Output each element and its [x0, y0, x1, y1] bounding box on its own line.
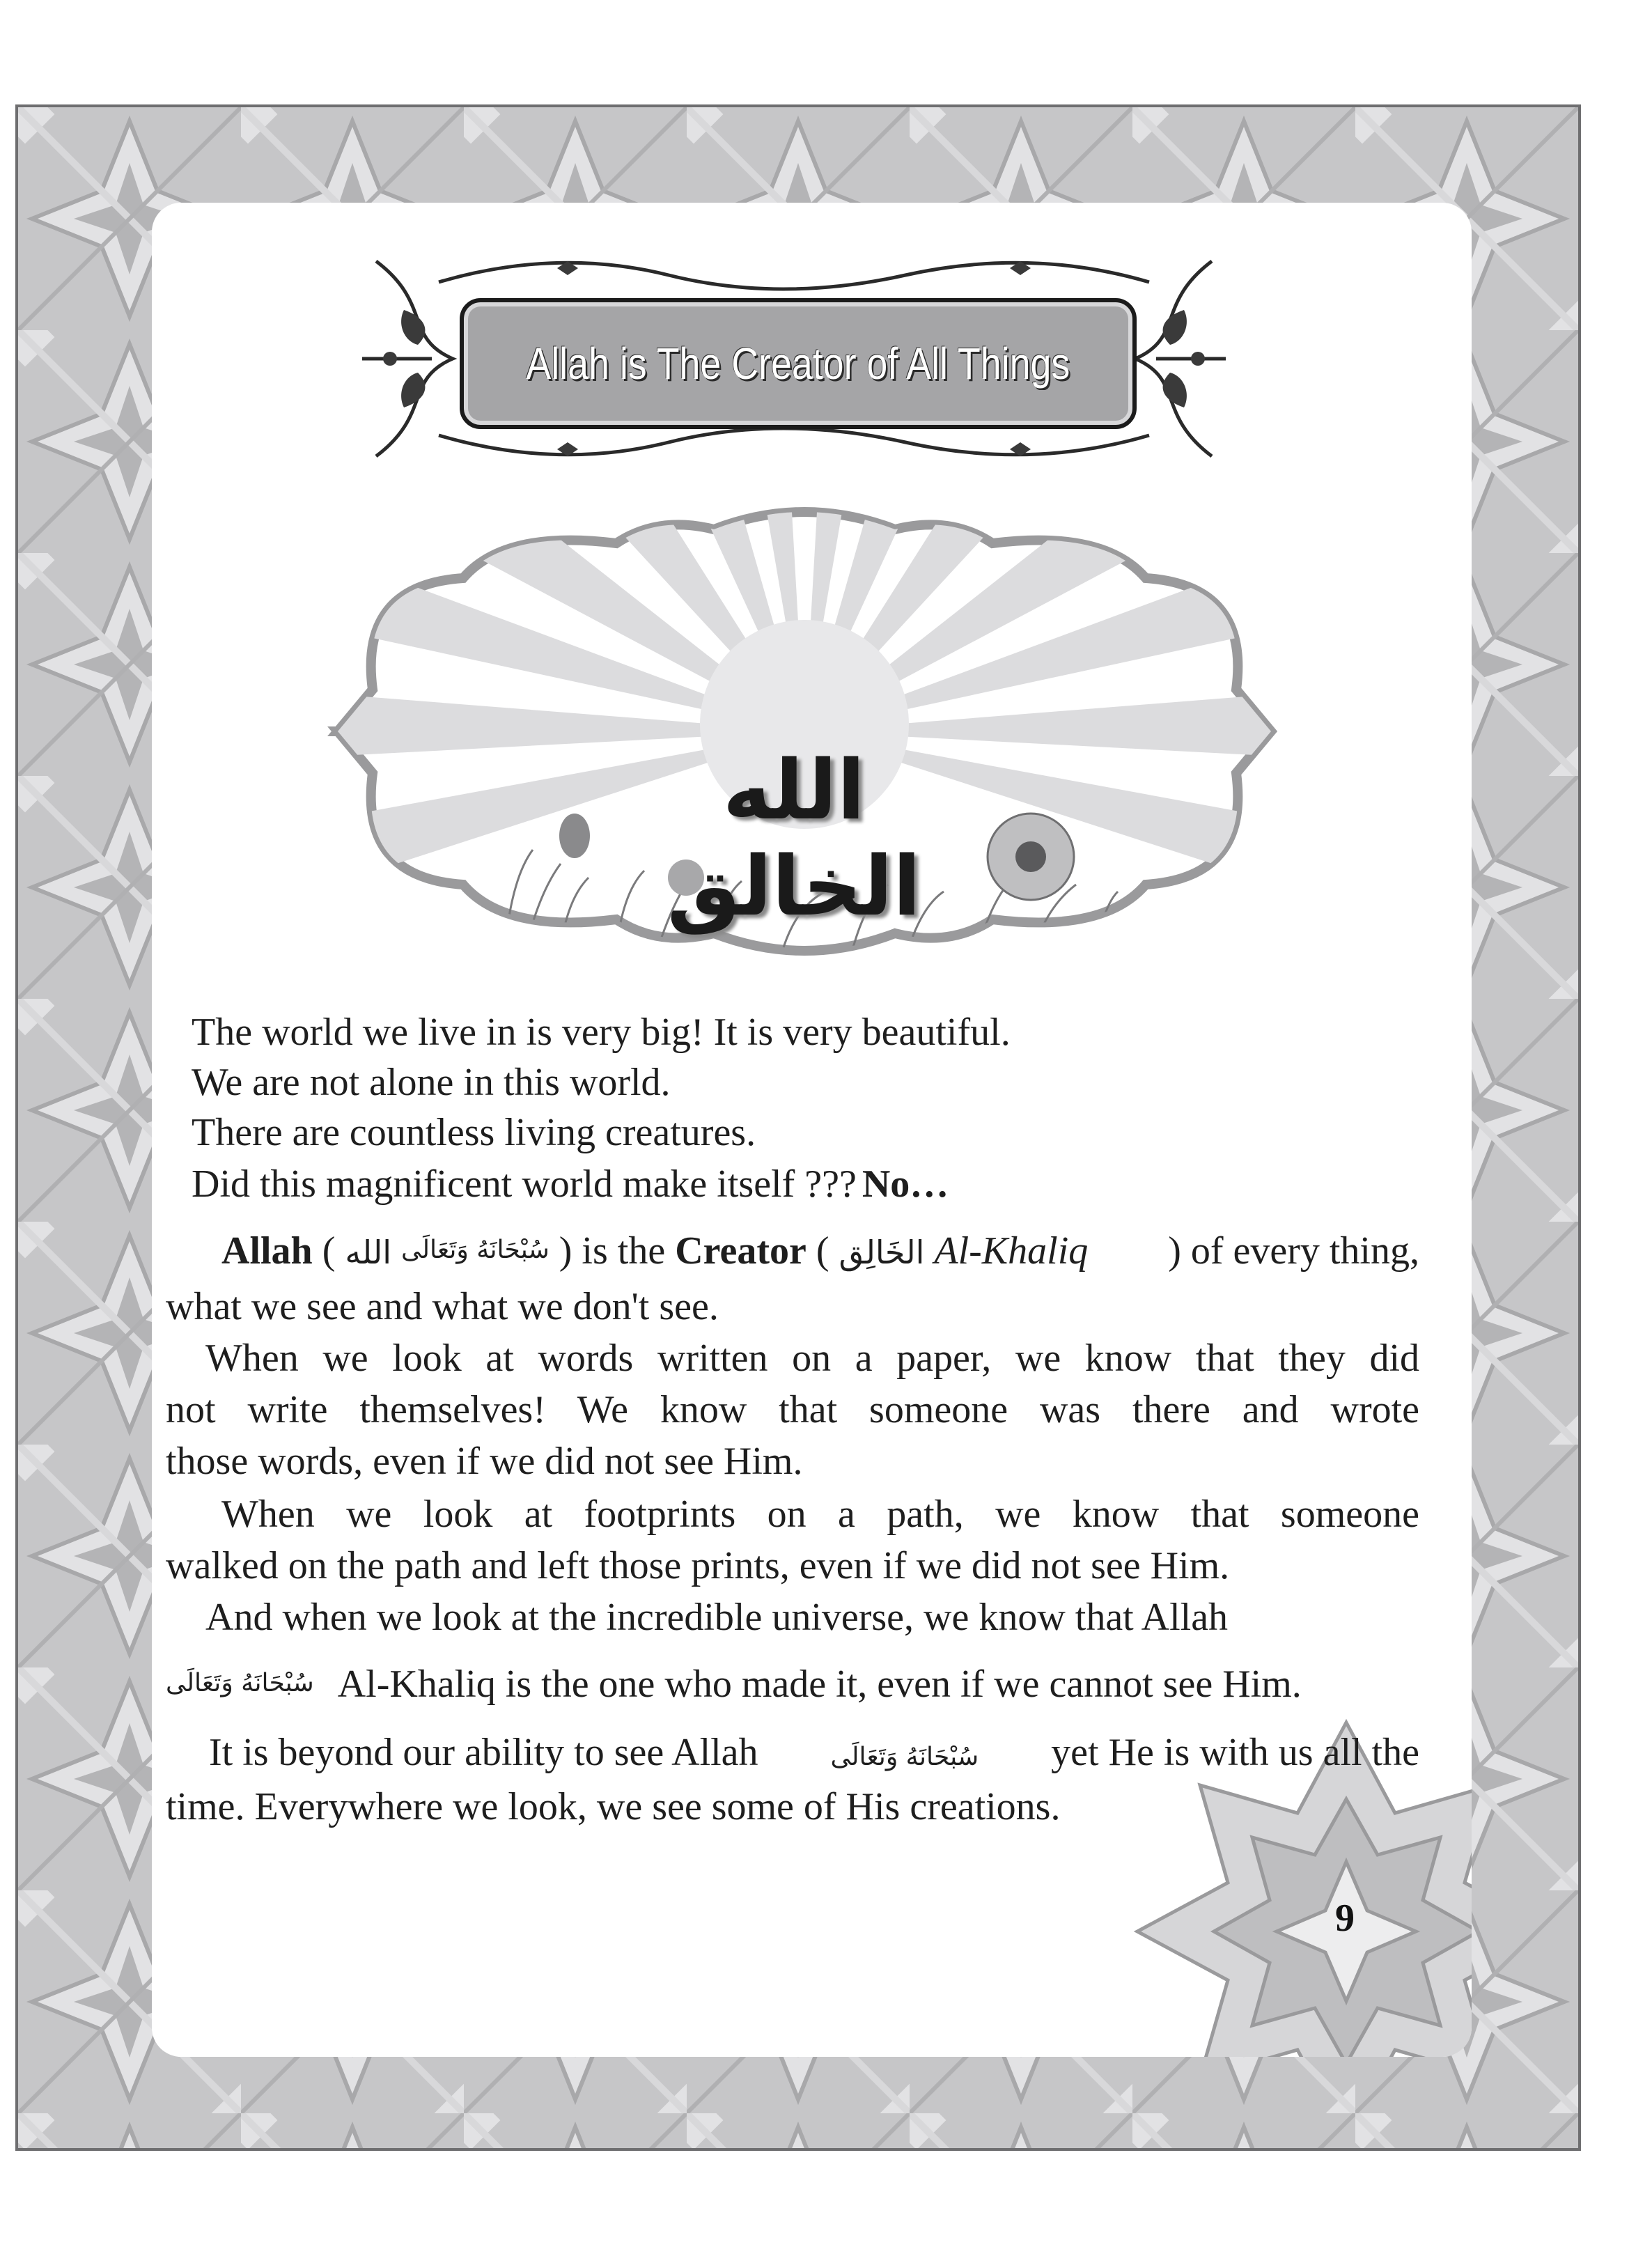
allah-bold: Allah — [221, 1229, 313, 1273]
intro-line-1: The world we live in is very big! It is very beautiful. — [192, 1011, 1011, 1054]
universe-line-2-text: Al-Khaliq is the one who made it, even if we cannot see Him. — [337, 1663, 1302, 1706]
title-banner — [460, 298, 1137, 429]
page-number-badge — [1313, 1886, 1377, 1950]
intro-line-2: We are not alone in this world. — [192, 1061, 671, 1104]
intro-line-4 — [192, 1162, 949, 1206]
universe-line-2 — [166, 1665, 1302, 1704]
universe-line-1: And when we look at the incredible universe, we know that Allah — [205, 1596, 1229, 1639]
khaliq-arabic: الخَالِق — [839, 1234, 925, 1271]
beyond-line-1a: It is beyond our ability to see Allah — [209, 1731, 758, 1774]
beyond-line-1b: yet He is with us all the — [1051, 1731, 1419, 1774]
footprints-line-2: walked on the path and left those prints, even if we did not see Him. — [166, 1544, 1230, 1587]
open-paren-2: ( — [816, 1229, 829, 1273]
creator-line-1 — [221, 1229, 1419, 1273]
creator-line-2: what we see and what we don't see. — [166, 1285, 719, 1328]
beyond-line-1 — [209, 1733, 1419, 1772]
intro-question-text: Did this magnificent world make itself — [192, 1162, 795, 1206]
honorific-glyph-2: سُبْحَانَهُ وَتَعَالَى — [166, 1669, 314, 1697]
intro-line-3: There are countless living creatures. — [192, 1111, 756, 1154]
page-title: Allah is The Creator of All Things — [526, 339, 1070, 389]
honorific-glyph: سُبْحَانَهُ وَتَعَالَى — [401, 1236, 550, 1264]
honorific-glyph-3: سُبْحَانَهُ وَتَعَالَى — [830, 1743, 979, 1771]
footprints-line-1: When we look at footprints on a path, we know that someone — [221, 1493, 1419, 1536]
words-line-2: not write themselves! We know that someone was there and wrote — [166, 1388, 1419, 1431]
is-the-text: ) is the — [559, 1229, 666, 1273]
intro-answer: No… — [862, 1162, 949, 1206]
creator-bold: Creator — [675, 1229, 806, 1273]
page-number: 9 — [1335, 1897, 1355, 1940]
words-line-1: When we look at words written on a paper, we know that they did — [205, 1337, 1419, 1380]
of-every-thing: ) of every thing, — [1168, 1229, 1419, 1273]
open-paren: ( — [322, 1229, 336, 1273]
khaliq-italic: Al-Khaliq — [934, 1229, 1089, 1273]
arabic-title-al-khaliq: الله الخالق — [667, 742, 921, 934]
beyond-line-2: time. Everywhere we look, we see some of His creations. — [166, 1785, 1061, 1828]
creator-line-1-left — [221, 1229, 1089, 1273]
words-line-3: those words, even if we did not see Him. — [166, 1440, 803, 1483]
allah-arabic: الله — [345, 1234, 392, 1271]
intro-question-marks: ??? — [804, 1162, 857, 1206]
